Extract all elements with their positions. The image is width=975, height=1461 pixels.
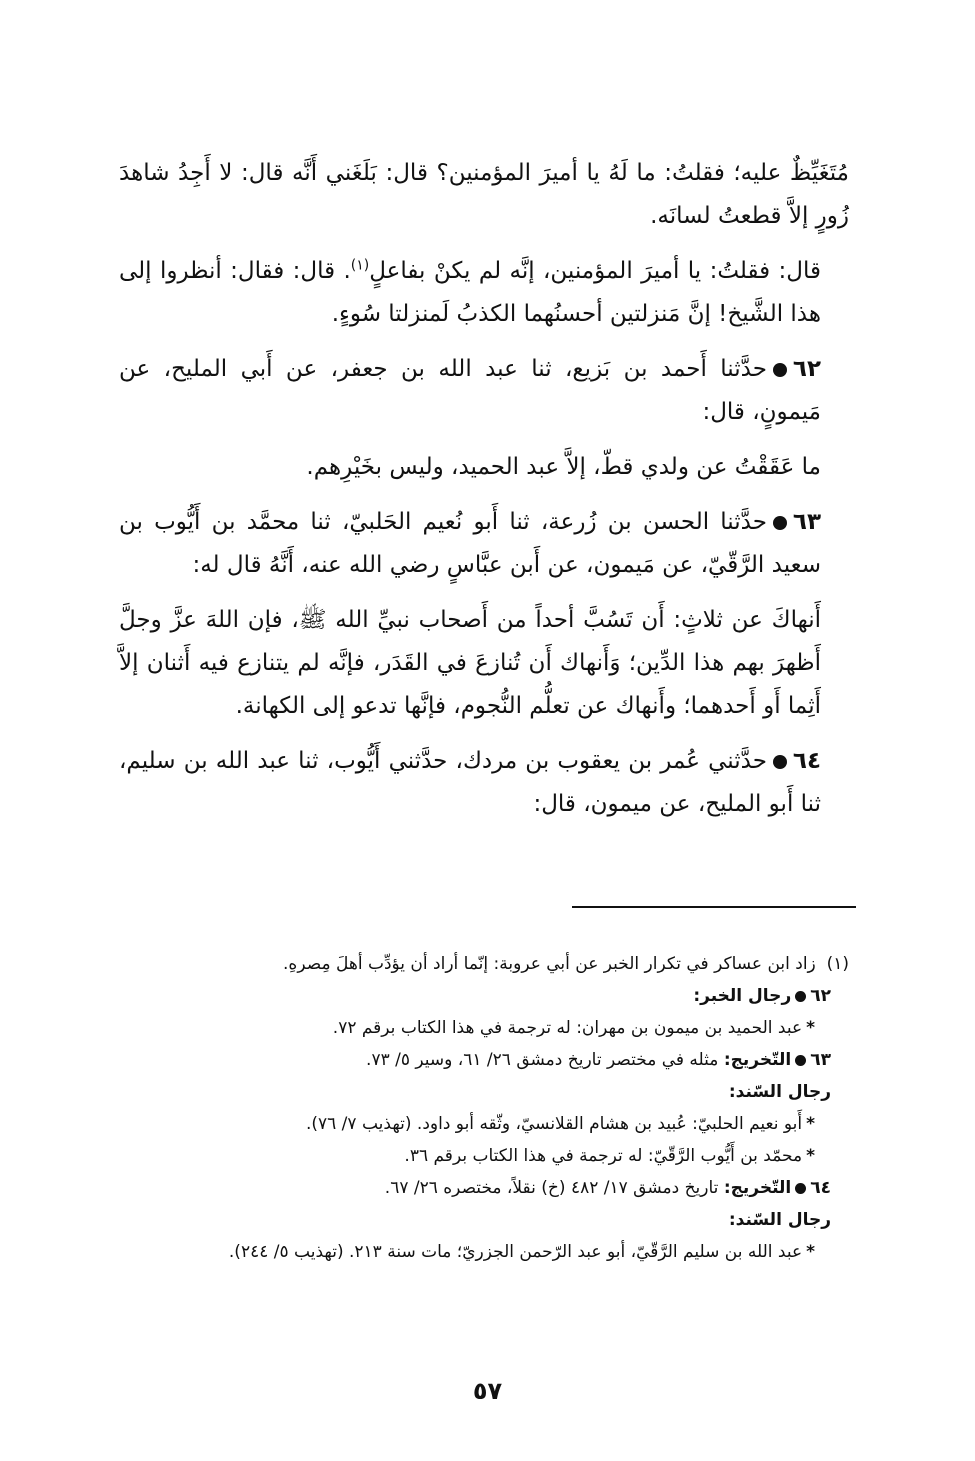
hadith-63-quote [119,599,849,728]
bullet-icon [773,755,787,769]
footnote-1-number: (١) [826,954,849,974]
hadith-62-number: ٦٢ [792,356,821,382]
hadith-64-text: حدَّثني عُمر بن يعقوب بن مردك، حدَّثني أَيُّوب، ثنا عبد الله بن سليم، ثنا أَبو المليح، عن ميمون، قال: [119,748,821,817]
hadith-63 [119,501,849,587]
footnotes [119,948,849,1268]
asterisk-icon: * [806,1146,815,1166]
bullet-icon [795,1055,806,1066]
footnote-1-text: زاد ابن عساكر في تكرار الخبر عن أبي عروبة: إنّما أراد أن يؤدِّب أهلَ مِصرهِ. [283,954,816,974]
note-62-item [119,1012,849,1044]
bullet-icon [773,516,787,530]
note-63-item-2-text: محمّد بن أَيُّوب الرَّقّيّ: له ترجمة في هذا الكتاب برقم ٣٦. [404,1146,803,1166]
asterisk-icon: * [806,1114,815,1134]
hadith-63-quote-text: أَنهاكَ عن ثلاثٍ: أَن تَسُبَّ أحداً من أَصحاب نبيِّ الله ﷺ، فإن اللهَ عزَّ وجلَّ أَظهرَ بهم هذا الدِّين؛ وَأَنهاك أَن تُنازعَ في القَدَر، فإنَّه لم يتنازع فيه أَثنان إلاَّ أَثِما أَو أَحدهما؛ وأَنهاك عن تعلُّم النُّجوم، فإنَّها تدعو إلى الكهانة. [119,607,821,719]
hadith-62-quote-text: ما عَقَقْتُ عن ولدي قطّ، إلاَّ عبد الحميد، وليس بخَيْرِهم. [306,454,821,480]
asterisk-icon: * [806,1018,815,1038]
note-62-label: رجال الخبر: [693,986,792,1006]
note-63-number: ٦٣ [810,1050,831,1070]
note-62-heading [119,980,849,1012]
hadith-62 [119,348,849,434]
note-64-number: ٦٤ [810,1178,831,1198]
note-64-takhrij [119,1172,849,1204]
note-64-text: تاريخ دمشق ١٧/ ٤٨٢ (خ) نقلاً، مختصره ٢٦/ ٦٧. [384,1178,719,1198]
note-63-text: مثله في مختصر تاريخ دمشق ٢٦/ ٦١، وسير ٥/ ٧٣. [366,1050,719,1070]
paragraph-2-text-b: . قال: فقال: أنظروا إلى هذا الشَّيخ! إنَّ مَنزلتين أحسنُهما الكذبُ لَمنزلتا سُوءٍ. [119,258,821,327]
footnote-1 [119,948,849,980]
main-text [119,152,849,838]
footnote-reference[interactable]: (١) [350,257,370,274]
footnote-separator [572,906,856,908]
note-63-takhrij [119,1044,849,1076]
paragraph-2-text-a: قال: فقلتُ: يا أميرَ المؤمنين، إنَّه لم يكنْ بفاعلٍ [369,258,821,284]
note-63-label: التّخريج: [723,1050,792,1070]
hadith-64 [119,740,849,826]
bullet-icon [795,1183,806,1194]
hadith-63-text: حدَّثنا الحسن بن زُرعة، ثنا أَبو نُعيم الحَلبيّ، ثنا محمَّد بن أَيُّوب بن سعيد الرَّقّيّ، عن مَيمون، عن أَبن عبَّاسٍ رضي الله عنه، أَنَّهُ قال له: [119,509,821,578]
paragraph-1-text: مُتَغَيِّظٌ عليه؛ فقلتُ: ما لَهُ يا أميرَ المؤمنين؟ قال: بَلَغَني أَنَّه قال: لا أَجِدُ شاهدَ زُورٍ إلاَّ قطعتُ لسانَه. [119,160,849,229]
paragraph-1 [119,152,849,238]
hadith-64-number: ٦٤ [792,748,821,774]
note-64-sanad [119,1204,849,1236]
note-64-label: التّخريج: [723,1178,792,1198]
note-63-item-2 [119,1140,849,1172]
note-63-item-1 [119,1108,849,1140]
hadith-62-text: حدَّثنا أَحمد بن بَزيع، ثنا عبد الله بن جعفر، عن أَبي المليح، عن مَيمونٍ، قال: [119,356,821,425]
note-64-item [119,1236,849,1268]
page-number: ٥٧ [472,1377,503,1405]
note-63-sanad-label: رجال السّند: [728,1082,831,1102]
note-62-item-text: عبد الحميد بن ميمون بن مهران: له ترجمة في هذا الكتاب برقم ٧٢. [332,1018,803,1038]
note-63-item-1-text: أَبو نعيم الحلبيّ: عُبيد بن هشام القلانسيّ، وثّقه أبو داود. (تهذيب ٧/ ٧٦). [305,1114,803,1134]
note-64-item-text: عبد الله بن سليم الرَّقّيّ، أبو عبد الرّحمن الجزريّ؛ مات سنة ٢١٣. (تهذيب ٥/ ٢٤٤). [228,1242,803,1262]
paragraph-2 [119,250,849,336]
bullet-icon [773,363,787,377]
hadith-62-quote [119,446,849,489]
asterisk-icon: * [806,1242,815,1262]
note-64-sanad-label: رجال السّند: [728,1210,831,1230]
note-62-number: ٦٢ [810,986,831,1006]
hadith-63-number: ٦٣ [792,509,821,535]
bullet-icon [795,991,806,1002]
note-63-sanad [119,1076,849,1108]
